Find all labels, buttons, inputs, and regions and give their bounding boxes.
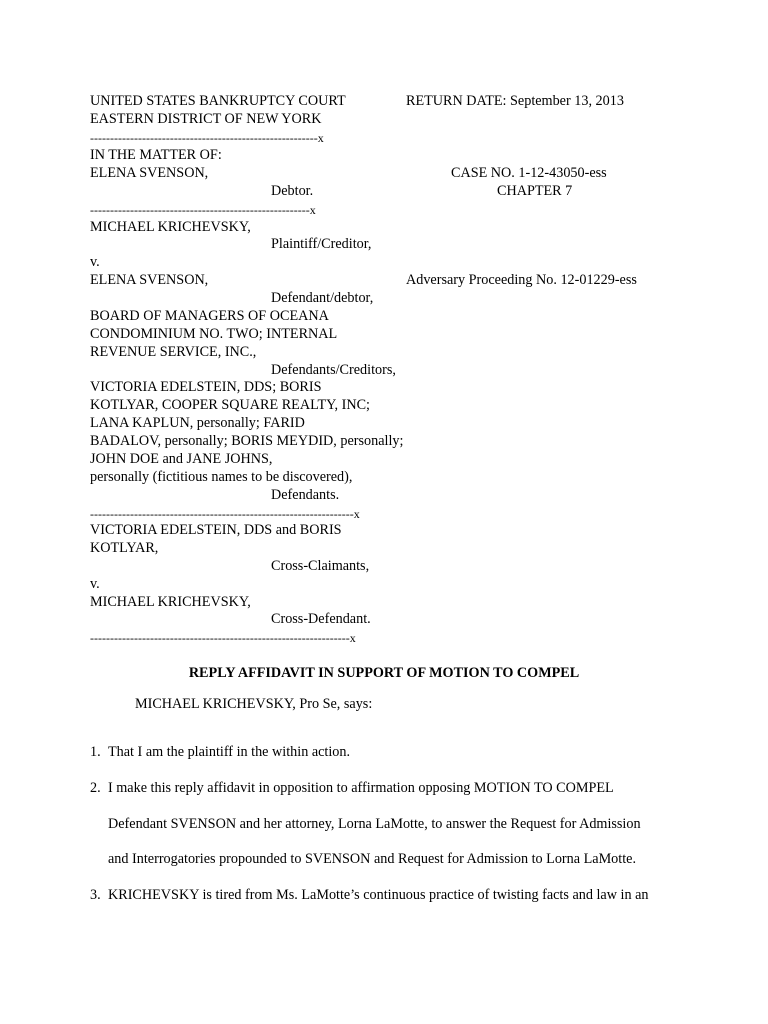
cross-defendant-role: Cross-Defendant. <box>271 611 371 627</box>
matter-of-label: IN THE MATTER OF: <box>90 147 222 163</box>
chapter: CHAPTER 7 <box>497 183 573 199</box>
case-number: CASE NO. 1-12-43050-ess <box>451 165 607 181</box>
document-title: REPLY AFFIDAVIT IN SUPPORT OF MOTION TO COMPEL <box>188 665 580 681</box>
versus-1: v. <box>90 254 100 270</box>
defendants-role: Defendants. <box>271 487 340 503</box>
defendant-role: Defendant/debtor, <box>271 290 374 306</box>
paragraph-1-line-1: That I am the plaintiff in the within action. <box>108 744 351 760</box>
paragraph-number: 1. <box>90 744 101 760</box>
cross-defendant-name: MICHAEL KRICHEVSKY, <box>90 594 251 610</box>
other-defendants-line-4: BADALOV, personally; BORIS MEYDID, personally; <box>90 433 404 449</box>
caption-separator-3: ------------------------------------------------------------------x <box>90 507 360 521</box>
board-line-2: CONDOMINIUM NO. TWO; INTERNAL <box>90 326 338 342</box>
paragraph-2-line-2: Defendant SVENSON and her attorney, Lorna LaMotte, to answer the Request for Admission <box>108 816 641 832</box>
creditors-role: Defendants/Creditors, <box>271 362 396 378</box>
paragraph-2-line-1: I make this reply affidavit in opposition to affirmation opposing MOTION TO COMPEL <box>108 780 614 796</box>
plaintiff-name: MICHAEL KRICHEVSKY, <box>90 219 251 235</box>
versus-2: v. <box>90 576 100 592</box>
paragraph-3-line-1: KRICHEVSKY is tired from Ms. LaMotte’s continuous practice of twisting facts and law in an <box>108 887 649 903</box>
court-name-line1: UNITED STATES BANKRUPTCY COURT <box>90 93 346 109</box>
affiant-intro: MICHAEL KRICHEVSKY, Pro Se, says: <box>135 696 373 712</box>
board-line-3: REVENUE SERVICE, INC., <box>90 344 257 360</box>
caption-separator-4: -----------------------------------------------------------------x <box>90 631 356 645</box>
debtor-name: ELENA SVENSON, <box>90 165 209 181</box>
board-line-1: BOARD OF MANAGERS OF OCEANA <box>90 308 329 324</box>
other-defendants-line-2: KOTLYAR, COOPER SQUARE REALTY, INC; <box>90 397 370 413</box>
defendant-name: ELENA SVENSON, <box>90 272 209 288</box>
debtor-role: Debtor. <box>271 183 314 199</box>
cross-claimants-line-2: KOTLYAR, <box>90 540 159 556</box>
other-defendants-line-3: LANA KAPLUN, personally; FARID <box>90 415 305 431</box>
cross-claimants-role: Cross-Claimants, <box>271 558 370 574</box>
paragraph-number: 2. <box>90 780 101 796</box>
plaintiff-role: Plaintiff/Creditor, <box>271 236 372 252</box>
caption-separator-2: -------------------------------------------------------x <box>90 203 316 217</box>
return-date: RETURN DATE: September 13, 2013 <box>406 93 624 109</box>
paragraph-2-line-3: and Interrogatories propounded to SVENSON and Request for Admission to Lorna LaMotte. <box>108 851 636 867</box>
court-name-line2: EASTERN DISTRICT OF NEW YORK <box>90 111 322 127</box>
other-defendants-line-6: personally (fictitious names to be discovered), <box>90 469 353 485</box>
cross-claimants-line-1: VICTORIA EDELSTEIN, DDS and BORIS <box>90 522 342 538</box>
caption-separator-1: ---------------------------------------------------------x <box>90 131 324 145</box>
other-defendants-line-5: JOHN DOE and JANE JOHNS, <box>90 451 273 467</box>
adversary-proceeding-number: Adversary Proceeding No. 12-01229-ess <box>406 272 637 288</box>
paragraph-number: 3. <box>90 887 101 903</box>
other-defendants-line-1: VICTORIA EDELSTEIN, DDS; BORIS <box>90 379 322 395</box>
